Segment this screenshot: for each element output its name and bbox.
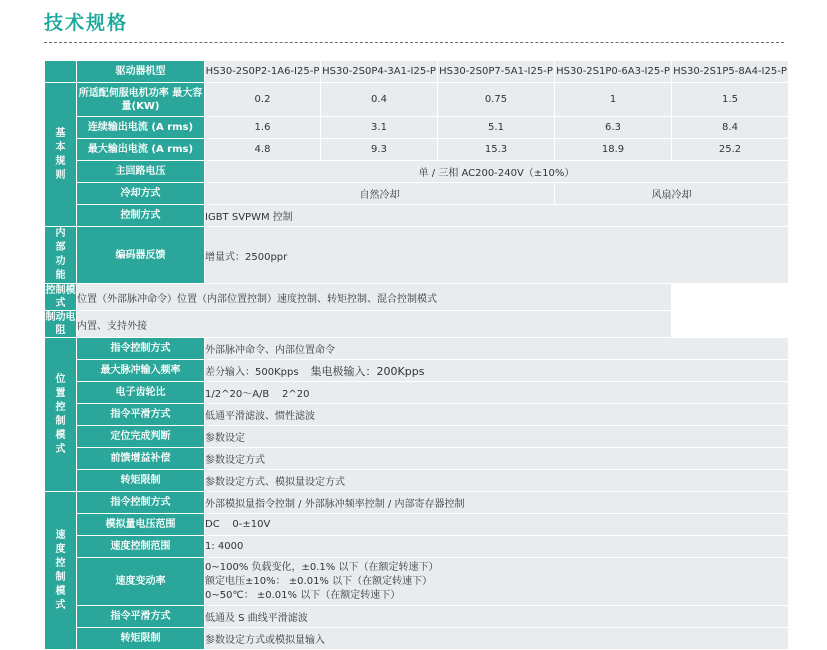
variation-line: 额定电压±10%： ±0.01% 以下（在额定转速下）	[205, 575, 433, 587]
model-2: HS30-2S0P4-3A1-I25-P	[321, 61, 438, 83]
spec-table	[44, 60, 789, 650]
row-label-spd-smooth: 指令平滑方式	[77, 606, 205, 628]
row-label-spd-cmd: 指令控制方式	[77, 492, 205, 514]
variation-line: 0~100% 负载变化，±0.1% 以下（在额定转速下）	[205, 561, 439, 573]
row-label-motor-power: 所适配伺服电机功率 最大容量(KW)	[77, 83, 205, 117]
cell-value: 增量式：2500ppr	[205, 227, 789, 284]
cell-value: 低通及 S 曲线平滑滤波	[205, 606, 789, 628]
row-label-max-pulse: 最大脉冲输入频率	[77, 360, 205, 382]
cell-value: 15.3	[438, 139, 555, 161]
model-5: HS30-2S1P5-8A4-I25-P	[672, 61, 789, 83]
cell-value: 参数设定方式	[205, 448, 789, 470]
table-row	[45, 492, 789, 514]
group-internal: 内部功能	[45, 227, 77, 284]
cell-value: 1.5	[672, 83, 789, 117]
row-label-max-current: 最大输出电流 (A rms)	[77, 139, 205, 161]
table-row	[45, 426, 789, 448]
cell-value: 单 / 三相 AC200-240V（±10%）	[205, 161, 789, 183]
table-row	[45, 404, 789, 426]
table-row	[45, 284, 789, 311]
row-label-pos-cmd: 指令控制方式	[77, 338, 205, 360]
group-basic: 基本规则	[45, 83, 77, 227]
cell-value: 1: 4000	[205, 536, 789, 558]
table-row	[45, 382, 789, 404]
cell-value	[205, 558, 789, 606]
cell-value: 外部脉冲命令、内部位置命令	[205, 338, 789, 360]
row-label-range: 速度控制范围	[77, 536, 205, 558]
row-label-pos-smooth: 指令平滑方式	[77, 404, 205, 426]
row-label-ff: 前馈增益补偿	[77, 448, 205, 470]
cell-value: 风扇冷却	[555, 183, 789, 205]
cell-value: DC 0-±10V	[205, 514, 789, 536]
row-label-encoder: 编码器反馈	[77, 227, 205, 284]
table-row	[45, 83, 789, 117]
variation-line: 0~50℃： ±0.01% 以下（在额定转速下）	[205, 589, 401, 601]
table-row	[45, 628, 789, 650]
cell-value: 6.3	[555, 117, 672, 139]
row-label-brake: 制动电阻	[45, 312, 76, 336]
table-row	[45, 514, 789, 536]
cell-value: 4.8	[205, 139, 321, 161]
table-row	[45, 470, 789, 492]
header-row	[45, 61, 789, 83]
cell-value: 0.4	[321, 83, 438, 117]
table-row	[45, 360, 789, 382]
table-row	[45, 183, 789, 205]
title-divider	[44, 42, 784, 43]
table-row	[45, 606, 789, 628]
table-row	[45, 558, 789, 606]
cell-value: 内置、支持外接	[77, 311, 672, 338]
model-4: HS30-2S1P0-6A3-I25-P	[555, 61, 672, 83]
cell-value: 18.9	[555, 139, 672, 161]
cell-value: 外部模拟量指令控制 / 外部脉冲频率控制 / 内部寄存器控制	[205, 492, 789, 514]
page-title: 技术规格	[44, 12, 129, 34]
table-row	[45, 536, 789, 558]
row-label-control-method: 控制方式	[77, 205, 205, 227]
row-label-control-mode: 控制模式	[45, 285, 76, 309]
cell-value: 8.4	[672, 117, 789, 139]
header-corner	[45, 61, 77, 83]
cell-value: 1.6	[205, 117, 321, 139]
cell-value: IGBT SVPWM 控制	[205, 205, 789, 227]
table-row	[45, 448, 789, 470]
row-label-main-voltage: 主回路电压	[77, 161, 205, 183]
cell-value: 0.75	[438, 83, 555, 117]
table-row	[45, 139, 789, 161]
cell-value: 3.1	[321, 117, 438, 139]
table-row	[45, 117, 789, 139]
cell-value: 低通平滑滤波、惯性滤波	[205, 404, 789, 426]
cell-value: 参数设定	[205, 426, 789, 448]
table-row	[45, 227, 789, 284]
row-label-pos-torque: 转矩限制	[77, 470, 205, 492]
table-row	[45, 205, 789, 227]
table-row	[45, 311, 789, 338]
cell-value: 位置（外部脉冲命令）位置（内部位置控制）速度控制、转矩控制、混合控制模式	[77, 284, 672, 311]
cell-value	[205, 360, 789, 382]
row-label-analog: 模拟量电压范围	[77, 514, 205, 536]
group-position: 位置控制模式	[45, 338, 77, 492]
cell-value: 25.2	[672, 139, 789, 161]
row-label-inpos: 定位完成判断	[77, 426, 205, 448]
row-label-cooling: 冷却方式	[77, 183, 205, 205]
model-1: HS30-2S0P2-1A6-I25-P	[205, 61, 321, 83]
max-pulse-collector: 集电极输入：200Kpps	[310, 364, 425, 378]
cell-value: 参数设定方式或模拟量输入	[205, 628, 789, 650]
row-label-gear: 电子齿轮比	[77, 382, 205, 404]
cell-value: 参数设定方式、模拟量设定方式	[205, 470, 789, 492]
cell-value: 9.3	[321, 139, 438, 161]
max-pulse-diff: 差分输入：500Kpps	[205, 366, 299, 378]
cell-value: 1/2^20～A/B 2^20	[205, 382, 789, 404]
table-row	[45, 161, 789, 183]
model-3: HS30-2S0P7-5A1-I25-P	[438, 61, 555, 83]
cell-value: 5.1	[438, 117, 555, 139]
cell-value: 1	[555, 83, 672, 117]
cell-value: 0.2	[205, 83, 321, 117]
table-row	[45, 338, 789, 360]
header-label: 驱动器机型	[77, 61, 205, 83]
row-label-spd-torque: 转矩限制	[77, 628, 205, 650]
row-label-cont-current: 连续输出电流 (A rms)	[77, 117, 205, 139]
cell-value: 自然冷却	[205, 183, 555, 205]
group-speed: 速度控制模式	[45, 492, 77, 650]
row-label-variation: 速度变动率	[77, 558, 205, 606]
